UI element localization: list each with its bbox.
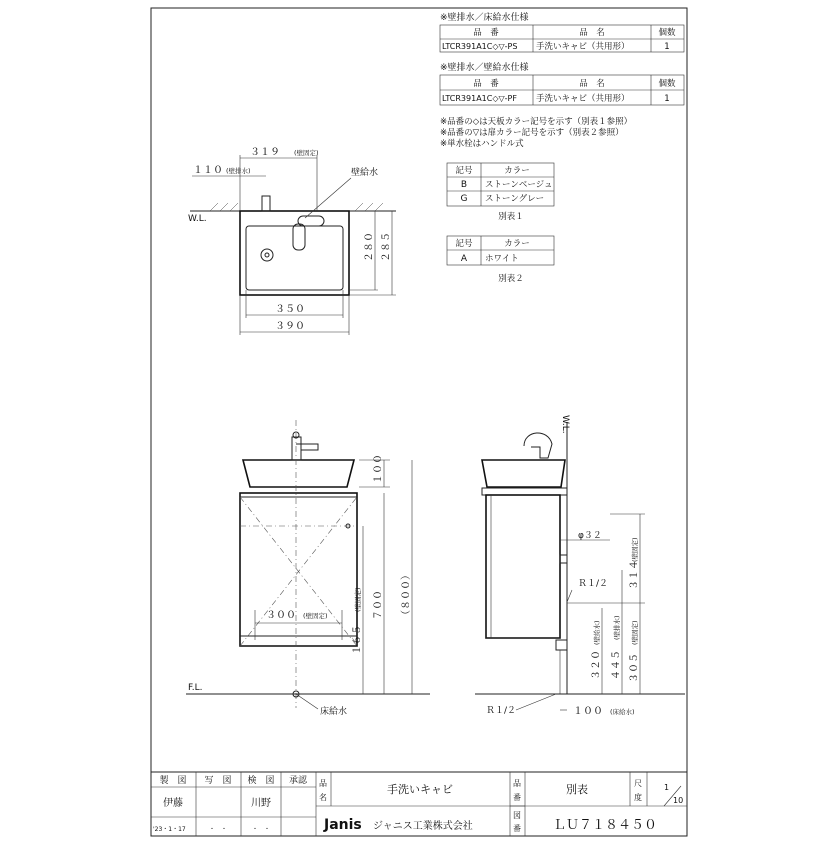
plan-dim-280: ２８０ xyxy=(364,232,375,262)
plan-dim-350: ３５０ xyxy=(275,304,305,315)
front-dim-165-note: (壁固定) xyxy=(354,587,362,612)
tb-no-label-1: 品 xyxy=(513,779,521,788)
plan-wl-label: W.L. xyxy=(188,214,207,224)
front-dim-700: ７００ xyxy=(373,590,384,620)
color-table-1-code-1: B xyxy=(460,180,468,190)
side-r12-label-a: Ｒ１/２ xyxy=(578,579,609,589)
parts-table-1-header-name: 品 名 xyxy=(579,28,605,38)
tb-drawn-label: 写 図 xyxy=(204,776,232,786)
notes xyxy=(440,116,632,149)
tb-made-label: 製 図 xyxy=(159,776,187,786)
plan-cabinet-outline xyxy=(240,211,349,295)
side-wl-label: W.L. xyxy=(560,415,570,434)
plan-basin-outline xyxy=(246,226,343,290)
plan-dim-110: １１０ xyxy=(193,165,223,176)
color-table-1-caption: 別表１ xyxy=(498,212,524,222)
plan-dim-285: ２８５ xyxy=(381,232,392,262)
tb-date-blank-2: ・ ・ xyxy=(251,826,271,833)
tb-approved-label: 承認 xyxy=(288,776,308,786)
color-table-2-code-1: A xyxy=(460,254,468,264)
plan-spout-icon xyxy=(293,224,305,250)
plan-dim-319-note: (壁固定) xyxy=(294,149,319,157)
side-dim-445-note: (壁排水) xyxy=(613,615,621,640)
plan-view xyxy=(188,147,396,335)
parts-table-2-header-name: 品 名 xyxy=(579,79,605,89)
side-dim-314: ３１４ xyxy=(629,560,640,590)
parts-table-1-header-part-no: 品 番 xyxy=(473,28,499,38)
tb-scale-num: 1 xyxy=(664,783,670,792)
parts-table-2-qty: 1 xyxy=(664,94,670,104)
tb-brand-logo: Janis xyxy=(324,817,362,833)
side-view xyxy=(475,415,685,717)
parts-table-1-qty: 1 xyxy=(664,42,670,52)
parts-table-1-header-qty: 個数 xyxy=(658,28,676,38)
front-faucet-icon xyxy=(292,437,301,460)
parts-table-1-caption: ※壁排水／床給水仕様 xyxy=(440,13,529,23)
side-r12-label-b: Ｒ１/２ xyxy=(486,706,517,716)
color-table-1-color-2: ストーングレー xyxy=(485,194,545,204)
tb-scale-den: 10 xyxy=(673,796,684,805)
wall-hatching xyxy=(210,203,383,211)
parts-table-2-header-qty: 個数 xyxy=(658,79,676,89)
side-faucet-icon xyxy=(524,433,552,458)
plan-dim-110-note: (壁排水) xyxy=(226,167,251,175)
front-floor-supply-label: 床給水 xyxy=(320,707,348,717)
color-table-2-header-code: 記号 xyxy=(455,239,473,249)
plan-wall-supply-label: 壁給水 xyxy=(351,168,379,178)
parts-table-1 xyxy=(440,11,684,52)
tb-name-label-2: 名 xyxy=(319,793,327,802)
plan-dim-319: ３１９ xyxy=(250,147,280,158)
color-table-2-color-1: ホワイト xyxy=(485,254,519,264)
side-bowl-outline xyxy=(482,460,565,487)
tb-name-label-1: 品 xyxy=(319,779,327,788)
parts-table-1-name: 手洗いキャビ（共用形） xyxy=(536,42,630,52)
color-table-1-header-color: カラー xyxy=(504,166,530,176)
parts-table-2-header-part-no: 品 番 xyxy=(473,79,499,89)
plan-drain-pipe xyxy=(262,196,270,211)
tb-drawing-label-2: 番 xyxy=(513,824,521,833)
note-3: ※単水栓はハンドル式 xyxy=(440,139,524,149)
tb-no-label-2: 番 xyxy=(513,793,521,802)
tb-date: '23・1・17 xyxy=(153,826,186,833)
side-cabinet-outline xyxy=(486,495,560,638)
tb-product-no: 別表 xyxy=(566,783,588,796)
front-dim-100: １００ xyxy=(373,454,384,484)
tb-scale-label-2: 度 xyxy=(634,793,642,802)
side-dim-100-note: (床給水) xyxy=(610,708,635,716)
tb-checked-label: 検 図 xyxy=(247,776,275,786)
parts-table-2-caption: ※壁排水／壁給水仕様 xyxy=(440,63,529,73)
front-bowl-outline xyxy=(243,460,354,487)
color-table-2-header-color: カラー xyxy=(504,239,530,249)
side-dim-305: ３０５ xyxy=(629,653,640,683)
side-dim-314-note: (壁固定) xyxy=(631,537,639,562)
side-dim-445: ４４５ xyxy=(611,650,622,680)
plan-dim-390: ３９０ xyxy=(275,321,305,332)
tb-made-name: 伊藤 xyxy=(163,798,183,809)
color-table-1-header-code: 記号 xyxy=(455,166,473,176)
parts-table-1-part-no: LTCR391A1C◇▽-PS xyxy=(442,42,518,51)
side-dim-100: １００ xyxy=(573,706,603,717)
front-fl-label: F.L. xyxy=(188,683,203,693)
plan-drain-icon xyxy=(261,249,273,261)
color-table-1 xyxy=(447,163,554,222)
side-dim-320-note: (壁給水) xyxy=(593,620,601,645)
front-view xyxy=(186,420,430,717)
side-dim-320: ３２０ xyxy=(591,650,602,680)
tb-product-name: 手洗いキャビ xyxy=(387,783,453,796)
tb-date-blank-1: ・ ・ xyxy=(208,826,228,833)
front-dim-300: ３００ xyxy=(266,610,296,621)
tb-drawing-label-1: 図 xyxy=(513,811,521,820)
parts-table-2-name: 手洗いキャビ（共用形） xyxy=(536,94,630,104)
tb-scale-label-1: 尺 xyxy=(634,779,642,788)
tb-checked-name: 川野 xyxy=(251,798,271,809)
note-1: ※品番の◇は天板カラー記号を示す（別表１参照） xyxy=(440,117,633,127)
front-dim-800: （８００） xyxy=(401,570,412,620)
parts-table-2 xyxy=(440,61,684,105)
color-table-2-caption: 別表２ xyxy=(498,274,524,284)
note-2: ※品番の▽は扉カラー記号を示す（別表２参照） xyxy=(440,128,624,138)
tb-company: ジャニス工業株式会社 xyxy=(373,821,473,832)
side-phi32-label: φ３２ xyxy=(578,531,602,541)
color-table-2 xyxy=(447,236,554,284)
color-table-1-code-2: G xyxy=(460,194,468,204)
side-counter xyxy=(482,488,567,495)
front-dim-165: １６５ xyxy=(352,625,363,655)
title-block xyxy=(151,772,687,836)
tb-drawing-no: ＬＵ７１８４５０ xyxy=(552,818,658,833)
color-table-1-color-1: ストーンベージュ xyxy=(485,180,553,190)
front-dim-300-note: (壁固定) xyxy=(303,612,328,620)
side-dim-305-note: (壁固定) xyxy=(631,620,639,645)
parts-table-2-part-no: LTCR391A1C◇▽-PF xyxy=(442,94,517,103)
